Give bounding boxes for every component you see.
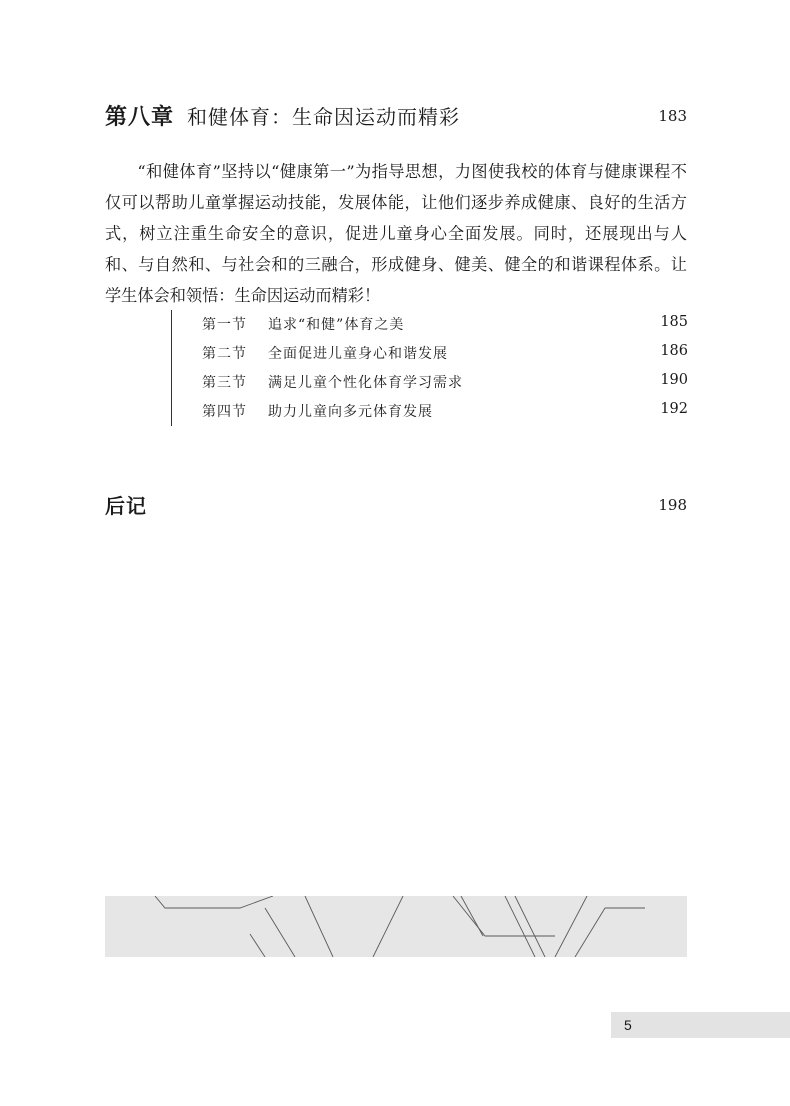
section-page-number: 186 bbox=[660, 343, 688, 359]
section-list bbox=[171, 310, 688, 426]
section-number: 第四节 bbox=[202, 404, 247, 420]
afterword-title: 后记 bbox=[105, 494, 147, 518]
chapter-title: 和健体育：生命因运动而精彩 bbox=[187, 105, 460, 129]
section-entry bbox=[172, 397, 688, 425]
section-number: 第一节 bbox=[202, 317, 247, 333]
section-page-number: 192 bbox=[660, 401, 688, 417]
afterword-heading bbox=[105, 490, 687, 520]
section-title: 助力儿童向多元体育发展 bbox=[268, 404, 433, 420]
chapter-heading bbox=[105, 100, 687, 134]
section-page-number: 185 bbox=[660, 314, 688, 330]
afterword-page-number: 198 bbox=[658, 496, 687, 514]
chapter-page-number: 183 bbox=[658, 107, 687, 125]
section-entry bbox=[172, 368, 688, 396]
chapter-intro-paragraph: “和健体育”坚持以“健康第一”为指导思想，力图使我校的体育与健康课程不仅可以帮助儿童掌握运动技能，发展体能，让他们逐步养成健康、良好的生活方式，树立注重生命安全的意识，促进儿童身心全面发展。同时，还展现出与人和、与自然和、与社会和的三融合，形成健身、健美、健全的和谐课程体系。让学生体会和领悟：生命因运动而精彩！ bbox=[105, 162, 687, 305]
page-number: 5 bbox=[624, 1017, 632, 1033]
section-entry bbox=[172, 339, 688, 367]
section-number: 第三节 bbox=[202, 375, 247, 391]
decorative-band bbox=[105, 896, 687, 957]
section-page-number: 190 bbox=[660, 372, 688, 388]
section-title: 追求“和健”体育之美 bbox=[268, 317, 405, 333]
chapter-label: 第八章 bbox=[105, 105, 175, 130]
section-title: 满足儿童个性化体育学习需求 bbox=[268, 375, 463, 391]
page-number-bar bbox=[611, 1012, 790, 1038]
section-title: 全面促进儿童身心和谐发展 bbox=[268, 346, 448, 362]
section-number: 第二节 bbox=[202, 346, 247, 362]
section-entry bbox=[172, 310, 688, 338]
geometric-lines-decoration bbox=[105, 896, 687, 957]
